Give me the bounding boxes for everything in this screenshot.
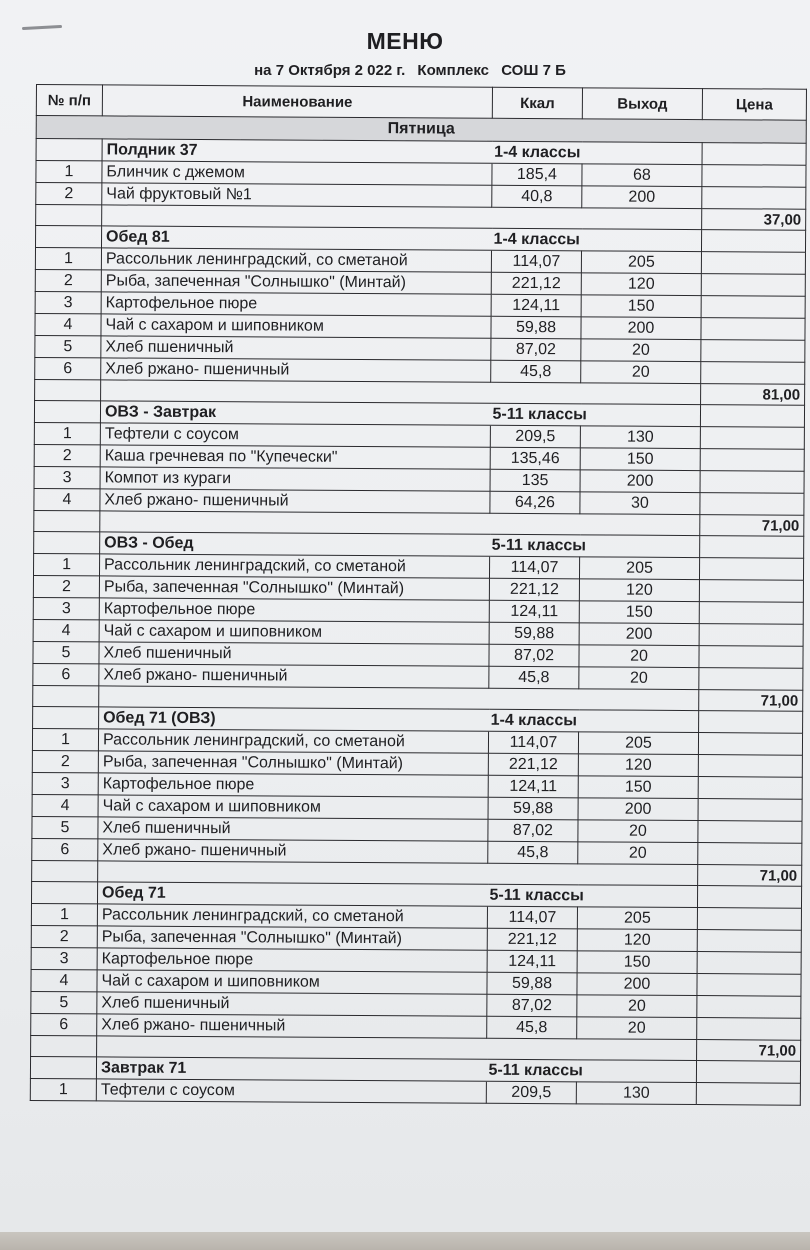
item-name: Тефтели с соусом [100,423,490,447]
item-name: Хлеб ржано- пшеничный [97,1014,487,1038]
item-output: 20 [579,645,699,668]
item-output: 150 [579,601,699,624]
section-name: ОВЗ - Обед [100,532,490,556]
item-price [699,668,803,691]
item-num: 5 [32,816,98,838]
section-name: Обед 71 (ОВЗ) [99,707,489,731]
item-output: 120 [579,579,699,602]
item-kcal: 221,12 [487,928,577,951]
item-num: 6 [35,357,101,379]
item-kcal: 209,5 [490,425,580,448]
item-price [698,843,802,866]
item-price [697,1018,801,1041]
item-output: 20 [579,667,699,690]
item-name: Хлеб ржано- пшеничный [100,489,490,513]
day-label: Пятница [36,116,806,144]
item-output: 200 [580,470,700,493]
item-num: 3 [32,772,98,794]
item-price [697,930,801,953]
item-output: 20 [578,820,698,843]
item-num: 4 [34,488,100,510]
item-num: 2 [32,750,98,772]
item-num: 1 [32,728,98,750]
item-num: 6 [32,838,98,860]
item-price [702,187,806,210]
item-price [699,558,803,581]
item-num: 4 [31,969,97,991]
item-kcal: 221,12 [489,578,579,601]
section-name: Обед 71 [97,882,487,906]
item-kcal: 114,07 [487,906,577,929]
header-price: Цена [702,89,806,121]
total-num-cell [31,1035,97,1056]
section-num-cell [36,226,102,248]
item-price [699,602,803,625]
item-kcal: 45,8 [487,1016,577,1039]
item-name: Рыба, запеченная "Солнышко" (Минтай) [97,926,487,950]
menu-body [30,116,806,1106]
item-kcal: 221,12 [491,272,581,295]
section-num-cell [34,400,100,422]
menu-school: СОШ 7 Б [501,62,566,79]
section-price-cell [702,143,806,166]
menu-title: МЕНЮ [366,28,444,54]
item-kcal: 59,88 [489,622,579,645]
header-num: № п/п [36,85,102,116]
item-output: 20 [578,842,698,865]
item-name: Картофельное пюре [99,598,489,622]
table-row [30,1078,800,1105]
header-name: Наименование [102,85,492,118]
item-name: Хлеб ржано- пшеничный [98,839,488,863]
section-total-price: 71,00 [698,865,802,887]
item-price [701,274,805,297]
section-name: Полдник 37 [102,139,492,163]
item-output: 20 [581,361,701,384]
item-name: Рассольник ленинградский, со сметаной [101,248,491,272]
item-kcal: 64,26 [490,491,580,514]
menu-table [30,84,807,1106]
item-kcal: 135,46 [490,447,580,470]
menu-subtitle [0,62,810,79]
item-kcal: 114,07 [489,556,579,579]
item-name: Хлеб ржано- пшеничный [101,358,491,382]
section-num-cell [31,881,97,903]
item-kcal: 124,11 [489,600,579,623]
section-grade: 1-4 классы [492,141,702,164]
item-output: 200 [581,317,701,340]
item-output: 200 [582,186,702,209]
item-price [698,733,802,756]
section-total-price: 81,00 [701,384,805,406]
item-price [701,362,805,385]
section-grade: 1-4 классы [491,228,701,251]
item-price [698,777,802,800]
item-output: 120 [577,929,697,952]
section-name: Обед 81 [102,226,492,250]
item-price [700,471,804,494]
item-name: Чай с сахаром и шиповником [99,620,489,644]
section-grade: 1-4 классы [489,709,699,732]
section-price-cell [700,536,804,559]
item-output: 20 [581,339,701,362]
item-name: Тефтели с соусом [96,1079,486,1103]
item-name: Картофельное пюре [98,773,488,797]
item-kcal: 45,8 [488,841,578,864]
item-name: Хлеб ржано- пшеничный [99,664,489,688]
section-total-price: 71,00 [697,1040,801,1062]
section-num-cell [30,1056,96,1078]
item-name: Рассольник ленинградский, со сметаной [97,904,487,928]
item-name: Хлеб пшеничный [97,992,487,1016]
item-name: Чай с сахаром и шиповником [101,314,491,338]
item-name: Картофельное пюре [101,292,491,316]
item-num: 1 [34,422,100,444]
section-price-cell [701,230,805,253]
item-name: Хлеб пшеничный [99,642,489,666]
item-price [696,1083,800,1106]
section-total-price: 71,00 [700,515,804,537]
item-output: 205 [581,251,701,274]
item-name: Хлеб пшеничный [98,817,488,841]
section-price-cell [699,711,803,734]
item-price [701,252,805,275]
item-num: 3 [33,597,99,619]
item-output: 130 [576,1082,696,1105]
item-kcal: 185,4 [492,163,582,186]
item-price [700,427,804,450]
item-output: 150 [580,448,700,471]
section-num-cell [33,706,99,728]
item-output: 30 [580,492,700,515]
item-name: Хлеб пшеничный [101,336,491,360]
item-name: Картофельное пюре [97,948,487,972]
section-grade: 5-11 классы [486,1059,696,1082]
item-num: 1 [33,553,99,575]
section-total-price: 71,00 [699,690,803,712]
header-output: Выход [582,88,702,120]
item-name: Чай фруктовый №1 [102,183,492,207]
item-name: Чай с сахаром и шиповником [97,970,487,994]
item-price [697,952,801,975]
item-num: 2 [34,444,100,466]
section-name: Завтрак 71 [96,1057,486,1081]
item-num: 4 [33,619,99,641]
item-num: 2 [33,575,99,597]
item-num: 2 [36,183,102,205]
item-output: 200 [578,798,698,821]
item-num: 4 [32,794,98,816]
item-kcal: 124,11 [488,775,578,798]
item-name: Рыба, запеченная "Солнышко" (Минтай) [99,576,489,600]
item-name: Компот из кураги [100,467,490,491]
item-kcal: 124,11 [487,950,577,973]
item-output: 20 [577,995,697,1018]
item-output: 20 [577,1017,697,1040]
total-num-cell [35,379,101,400]
item-price [697,996,801,1019]
item-kcal: 59,88 [491,316,581,339]
item-output: 150 [577,951,697,974]
item-kcal: 114,07 [488,731,578,754]
item-num: 6 [31,1013,97,1035]
header-kcal: Ккал [492,87,582,119]
item-price [697,908,801,931]
item-price [700,449,804,472]
item-kcal: 40,8 [492,185,582,208]
item-kcal: 124,11 [491,294,581,317]
item-output: 130 [580,426,700,449]
total-num-cell [36,205,102,226]
section-grade: 5-11 классы [487,884,697,907]
section-grade: 5-11 классы [490,534,700,557]
item-output: 200 [577,973,697,996]
item-num: 1 [30,1078,96,1100]
item-kcal: 135 [490,469,580,492]
item-output: 120 [581,273,701,296]
item-num: 3 [34,466,100,488]
item-name: Каша гречневая по "Купечески" [100,445,490,469]
item-output: 200 [579,623,699,646]
table-surface [0,1232,810,1250]
item-kcal: 87,02 [491,338,581,361]
item-kcal: 221,12 [488,753,578,776]
item-price [700,493,804,516]
item-name: Рыба, запеченная "Солнышко" (Минтай) [98,751,488,775]
total-num-cell [32,860,98,881]
section-price-cell [696,1061,800,1084]
menu-date: на 7 Октября 2 022 г. [254,62,406,79]
item-kcal: 87,02 [488,819,578,842]
item-price [701,340,805,363]
item-price [699,580,803,603]
item-output: 205 [577,907,697,930]
table-header-row [36,85,806,121]
item-kcal: 114,07 [491,250,581,273]
section-num-cell [36,139,102,161]
item-num: 5 [31,991,97,1013]
item-kcal: 59,88 [488,797,578,820]
section-price-cell [697,886,801,909]
item-price [702,165,806,188]
item-kcal: 59,88 [487,972,577,995]
item-price [699,646,803,669]
total-num-cell [33,685,99,706]
item-num: 1 [31,903,97,925]
item-num: 5 [33,641,99,663]
section-price-cell [700,405,804,428]
item-num: 1 [36,161,102,183]
menu-complex-label: Комплекс [417,62,490,79]
section-num-cell [34,531,100,553]
item-price [699,624,803,647]
item-kcal: 45,8 [491,360,581,383]
item-price [701,296,805,319]
item-kcal: 45,8 [489,666,579,689]
item-name: Рыба, запеченная "Солнышко" (Минтай) [101,270,491,294]
item-output: 120 [578,754,698,777]
item-kcal: 87,02 [489,644,579,667]
section-grade: 5-11 классы [490,403,700,426]
total-num-cell [34,510,100,531]
item-num: 3 [31,947,97,969]
item-price [697,974,801,997]
item-name: Рассольник ленинградский, со сметаной [98,729,488,753]
item-price [698,799,802,822]
item-num: 2 [31,925,97,947]
section-total-price: 37,00 [702,209,806,231]
item-price [698,821,802,844]
item-name: Рассольник ленинградский, со сметаной [99,554,489,578]
section-name: ОВЗ - Завтрак [100,401,490,425]
item-name: Блинчик с джемом [102,161,492,185]
item-kcal: 87,02 [487,994,577,1017]
item-num: 4 [35,313,101,335]
item-kcal: 209,5 [486,1081,576,1104]
item-name: Чай с сахаром и шиповником [98,795,488,819]
item-num: 6 [33,663,99,685]
item-price [698,755,802,778]
item-num: 5 [35,335,101,357]
item-output: 205 [578,732,698,755]
item-price [701,318,805,341]
item-output: 68 [582,164,702,187]
item-num: 2 [35,269,101,291]
item-output: 150 [578,776,698,799]
item-num: 1 [35,248,101,270]
item-num: 3 [35,291,101,313]
item-output: 205 [579,557,699,580]
item-output: 150 [581,295,701,318]
